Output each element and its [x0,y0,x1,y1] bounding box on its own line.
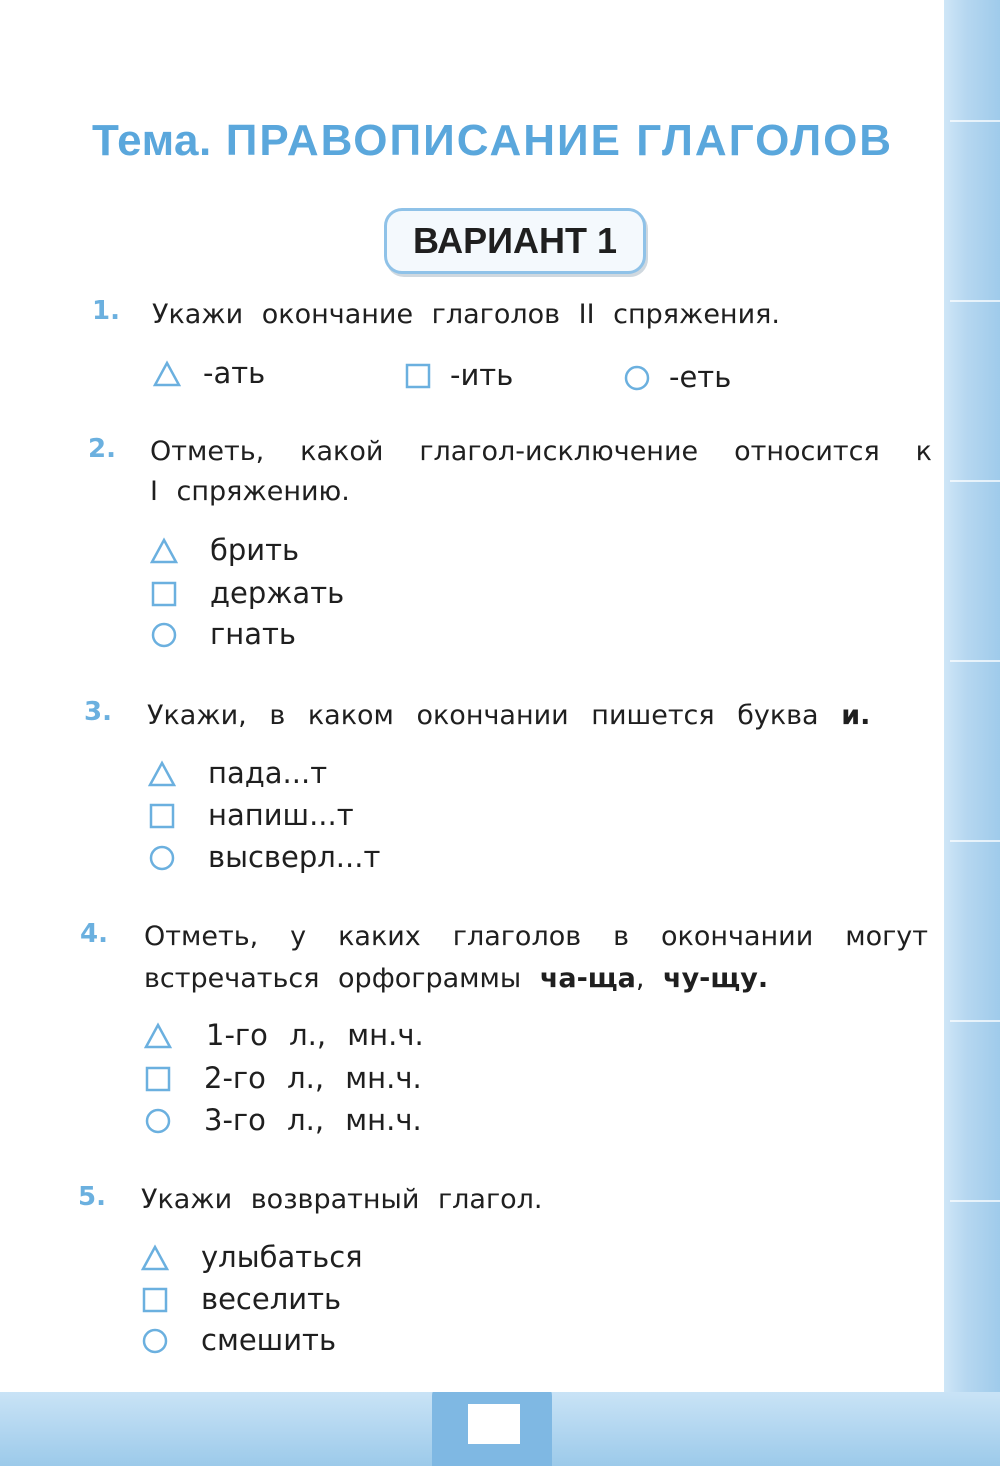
question-number: 4. [80,919,108,949]
orthogram-1: ча-ща [539,963,636,994]
variant-label: ВАРИАНТ 1 [412,220,618,261]
triangle-icon [148,760,176,788]
option-label: держать [210,576,345,610]
question-number: 2. [88,434,116,464]
square-icon [148,802,176,830]
question-text-main: Укажи, в каком окончании пишется буква [147,700,819,731]
option-label: 2-го л., мн.ч. [204,1061,422,1095]
question-number: 5. [78,1182,106,1212]
option-label: гнать [210,617,296,651]
circle-icon [150,621,178,649]
orthogram-2: чу-щу [663,963,758,994]
option-label: -еть [669,360,732,394]
option-label: напиш...т [208,798,354,832]
circle-icon [148,844,176,872]
option-label: смешить [201,1323,337,1357]
question-text-line-2: I спряжению. [150,476,350,507]
triangle-icon [141,1244,169,1272]
page-number-tab [432,1382,552,1466]
option-label: высверл...т [208,840,381,874]
question-number: 3. [84,697,112,727]
option-label: пада...т [208,756,328,790]
square-icon [144,1065,172,1093]
question-text: Укажи возвратный глагол. [141,1184,543,1215]
question-text: Укажи окончание глаголов II спряжения. [152,299,780,330]
triangle-icon [150,537,178,565]
option-label: 3-го л., мн.ч. [204,1103,422,1137]
separator: , [635,963,645,994]
circle-icon [141,1327,169,1355]
option-label: -ать [203,356,266,390]
option-label: 1-го л., мн.ч. [206,1018,424,1052]
question-end: . [757,963,769,994]
question-text [147,696,907,736]
triangle-icon [144,1022,172,1050]
question-text-bold: и. [841,700,871,731]
circle-icon [623,364,651,392]
option-label: улыбаться [201,1240,363,1274]
variant-badge [384,208,646,274]
option-label: брить [210,533,300,567]
square-icon [404,362,432,390]
side-decorative-band [944,0,1000,1466]
square-icon [141,1286,169,1314]
question-text-line-1: Отметь, какой глагол-исключение относится к [150,436,932,467]
option-label: -ить [450,358,514,392]
page-title [92,116,893,166]
question-number: 1. [92,296,120,326]
square-icon [150,580,178,608]
topic-prefix: Тема. [92,116,212,165]
topic-title: ПРАВОПИСАНИЕ ГЛАГОЛОВ [225,116,894,165]
question-text-line-1: Отметь, у каких глаголов в окончании могут [144,921,928,952]
question-text-line-2 [144,959,928,999]
question-text-main: встречаться орфограммы [144,963,522,994]
circle-icon [144,1107,172,1135]
option-label: веселить [201,1282,342,1316]
triangle-icon [153,360,181,388]
